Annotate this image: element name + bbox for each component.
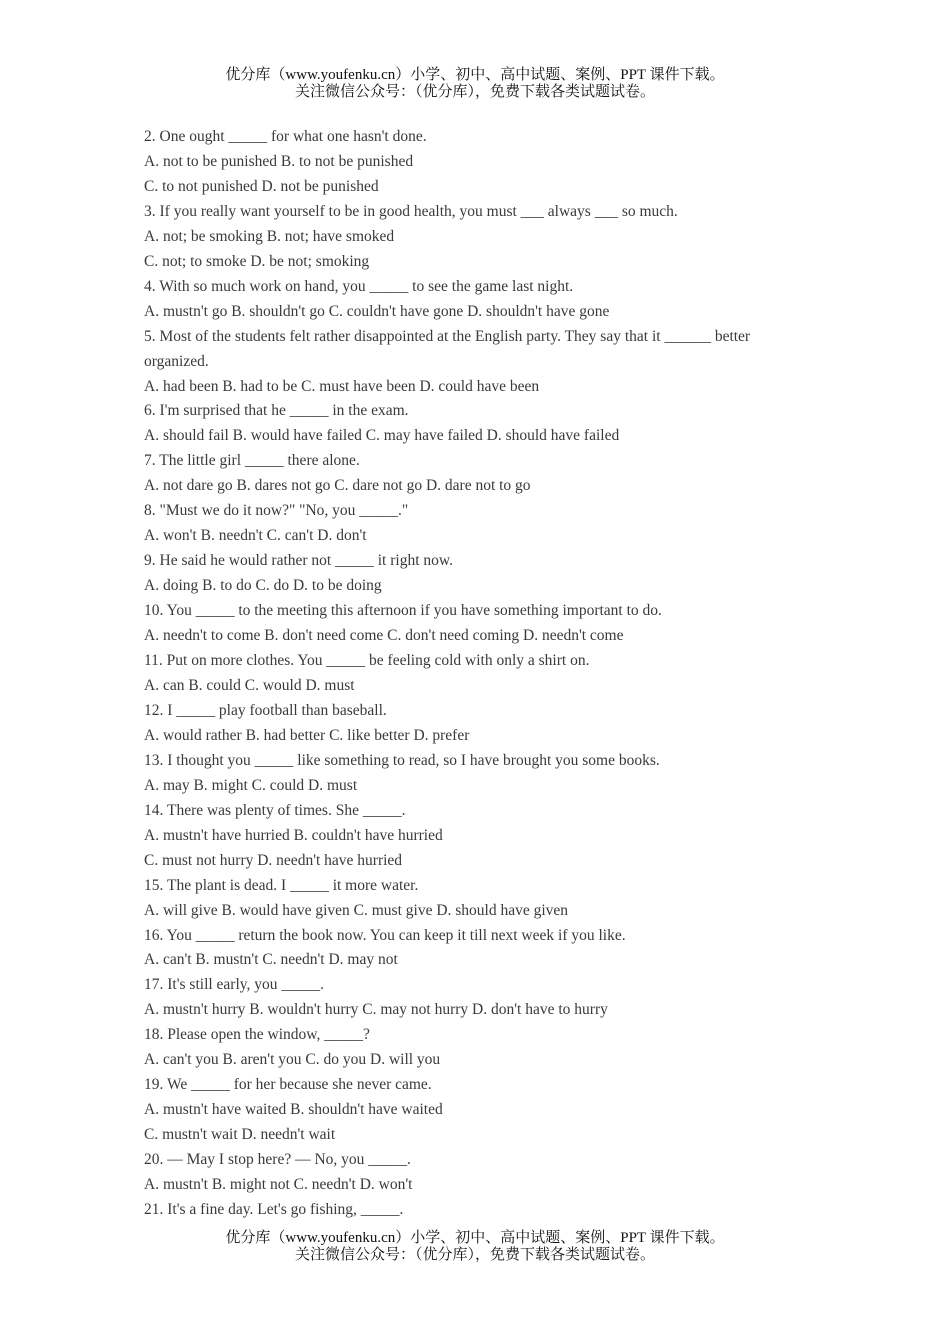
question-20-options: A. mustn't B. might not C. needn't D. won't	[144, 1176, 413, 1194]
question-19-stem: 19. We _____ for her because she never came.	[144, 1076, 432, 1094]
question-14-options-a: A. mustn't have hurried B. couldn't have hurried	[144, 826, 443, 844]
question-17-stem: 17. It's still early, you _____.	[144, 976, 325, 994]
question-4-options: A. mustn't go B. shouldn't go C. couldn't have gone D. shouldn't have gone	[144, 302, 610, 320]
question-18-options: A. can't you B. aren't you C. do you D. will you	[144, 1051, 441, 1069]
question-2-stem: 2. One ought _____ for what one hasn't done.	[144, 128, 427, 145]
question-11-stem: 11. Put on more clothes. You _____ be feeling cold with only a shirt on.	[144, 652, 590, 670]
question-7-stem: 7. The little girl _____ there alone.	[144, 452, 360, 470]
question-4-stem: 4. With so much work on hand, you _____ to see the game last night.	[144, 277, 574, 295]
question-18-stem: 18. Please open the window, _____?	[144, 1026, 370, 1044]
question-5-options: A. had been B. had to be C. must have been D. could have been	[144, 377, 540, 395]
question-9-options: A. doing B. to do C. do D. to be doing	[144, 577, 382, 595]
question-12-options: A. would rather B. had better C. like better D. prefer	[144, 726, 470, 744]
question-19-options-b: C. mustn't wait D. needn't wait	[144, 1126, 336, 1144]
question-3-stem: 3. If you really want yourself to be in good health, you must ___ always ___ so much.	[144, 202, 678, 220]
question-8-options: A. won't B. needn't C. can't D. don't	[144, 527, 367, 545]
page-footer	[0, 1230, 950, 1264]
question-9-stem: 9. He said he would rather not _____ it right now.	[144, 552, 453, 570]
footer-line-1: 优分库（www.youfenku.cn）小学、初中、高中试题、案例、PPT 课件下载。	[225, 1230, 725, 1246]
header-line-1: 优分库（www.youfenku.cn）小学、初中、高中试题、案例、PPT 课件下载。	[225, 67, 725, 83]
header-line-2: 关注微信公众号：（优分库），免费下载各类试题试卷。	[294, 84, 655, 100]
question-11-options: A. can B. could C. would D. must	[144, 676, 355, 694]
footer-line-2: 关注微信公众号：（优分库），免费下载各类试题试卷。	[294, 1247, 655, 1263]
page-header	[0, 67, 950, 101]
question-15-options: A. will give B. would have given C. must give D. should have given	[144, 901, 569, 919]
question-14-stem: 14. There was plenty of times. She _____.	[144, 801, 406, 819]
question-13-stem: 13. I thought you _____ like something to read, so I have brought you some books.	[144, 751, 660, 769]
question-3-options-a: A. not; be smoking B. not; have smoked	[144, 227, 395, 245]
question-12-stem: 12. I _____ play football than baseball.	[144, 701, 387, 719]
question-17-options: A. mustn't hurry B. wouldn't hurry C. may not hurry D. don't have to hurry	[144, 1001, 608, 1019]
question-6-stem: 6. I'm surprised that he _____ in the exam.	[144, 402, 409, 420]
question-2-options-b: C. to not punished D. not be punished	[144, 177, 379, 195]
question-10-stem: 10. You _____ to the meeting this afternoon if you have something important to do.	[144, 602, 662, 620]
question-7-options: A. not dare go B. dares not go C. dare not go D. dare not to go	[144, 477, 531, 495]
question-16-stem: 16. You _____ return the book now. You can keep it till next week if you like.	[144, 926, 626, 944]
question-13-options: A. may B. might C. could D. must	[144, 776, 358, 794]
question-5-stem: 5. Most of the students felt rather disappointed at the English party. They say that it ______ better organized.	[144, 327, 751, 370]
question-10-options: A. needn't to come B. don't need come C. don't need coming D. needn't come	[144, 627, 624, 645]
question-16-options: A. can't B. mustn't C. needn't D. may not	[144, 951, 398, 969]
question-3-options-b: C. not; to smoke D. be not; smoking	[144, 252, 370, 270]
question-6-options: A. should fail B. would have failed C. may have failed D. should have failed	[144, 427, 620, 445]
question-15-stem: 15. The plant is dead. I _____ it more water.	[144, 876, 419, 894]
question-14-options-b: C. must not hurry D. needn't have hurried	[144, 851, 403, 869]
question-20-stem: 20. — May I stop here? — No, you _____.	[144, 1151, 411, 1169]
question-19-options-a: A. mustn't have waited B. shouldn't have waited	[144, 1101, 443, 1119]
question-21-stem: 21. It's a fine day. Let's go fishing, _____.	[144, 1200, 404, 1218]
question-2-options-a: A. not to be punished B. to not be punished	[144, 152, 414, 170]
question-8-stem: 8. "Must we do it now?" "No, you _____."	[144, 502, 409, 520]
exercise-content	[144, 125, 808, 1223]
